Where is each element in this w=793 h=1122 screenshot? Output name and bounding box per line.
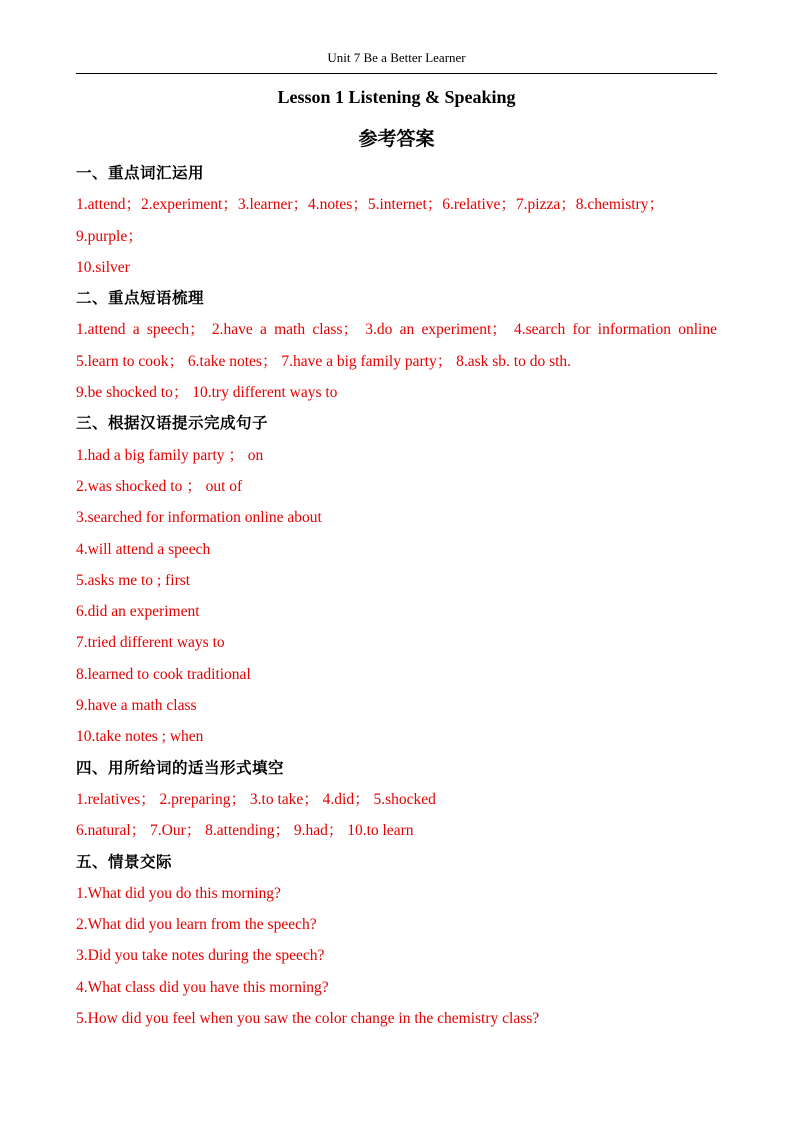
answer-line: 2.What did you learn from the speech? [76, 916, 317, 934]
answer-line: 7.tried different ways to [76, 634, 225, 652]
answer-line: 5.asks me to ; first [76, 571, 191, 589]
document-title: Lesson 1 Listening & Speaking [277, 87, 516, 107]
answer-line: 10.silver [76, 258, 130, 276]
answer-line: 4.What class did you have this morning? [76, 978, 329, 996]
answer-line: 1.What did you do this morning? [76, 884, 281, 902]
section-heading: 四、用所给词的适当形式填空 [76, 759, 285, 777]
section-heading: 一、重点词汇运用 [76, 165, 205, 182]
section-situational-dialogue [76, 847, 717, 1035]
answer-line: 3.searched for information online about [76, 509, 322, 527]
answer-key-title: 参考答案 [358, 129, 435, 150]
answer-line: 5.How did you feel when you saw the color change in the chemistry class? [76, 1010, 540, 1028]
section-word-forms [76, 753, 717, 847]
answer-line: 5.learn to cook； 6.take notes； 7.have a big family party； 8.ask sb. to do sth. [76, 352, 572, 370]
answer-line: 6.natural； 7.Our； 8.attending； 9.had； 10.to learn [76, 822, 414, 840]
section-heading: 三、根据汉语提示完成句子 [76, 415, 269, 433]
answer-line: 1.had a big family party ； on [76, 446, 264, 464]
answer-line: 8.learned to cook traditional [76, 665, 251, 683]
answer-line: 3.Did you take notes during the speech? [76, 947, 325, 965]
page-header: Unit 7 Be a Better Learner [76, 50, 717, 74]
answer-line: 1.attend；2.experiment；3.learner；4.notes；5.internet；6.relative；7.pizza；8.chemistry；9.purple； [76, 196, 664, 245]
answer-line: 9.be shocked to； 10.try different ways to [76, 384, 338, 402]
answer-line: 10.take notes ; when [76, 728, 204, 746]
answer-line: 1.relatives； 2.preparing； 3.to take； 4.did； 5.shocked [76, 790, 436, 808]
document-body [76, 158, 717, 1034]
section-vocabulary [76, 158, 717, 283]
section-heading: 五、情景交际 [76, 853, 173, 871]
section-complete-sentences [76, 408, 717, 752]
answer-line: 6.did an experiment [76, 603, 200, 621]
answer-line: 2.was shocked to ； out of [76, 477, 243, 495]
answer-line: 9.have a math class [76, 697, 197, 715]
section-heading: 二、重点短语梳理 [76, 290, 205, 308]
answer-line: 4.will attend a speech [76, 540, 211, 558]
section-phrases [76, 283, 717, 408]
answer-line: 1.attend a speech； 2.have a math class； 3.do an experiment； 4.search for information online [76, 321, 717, 339]
